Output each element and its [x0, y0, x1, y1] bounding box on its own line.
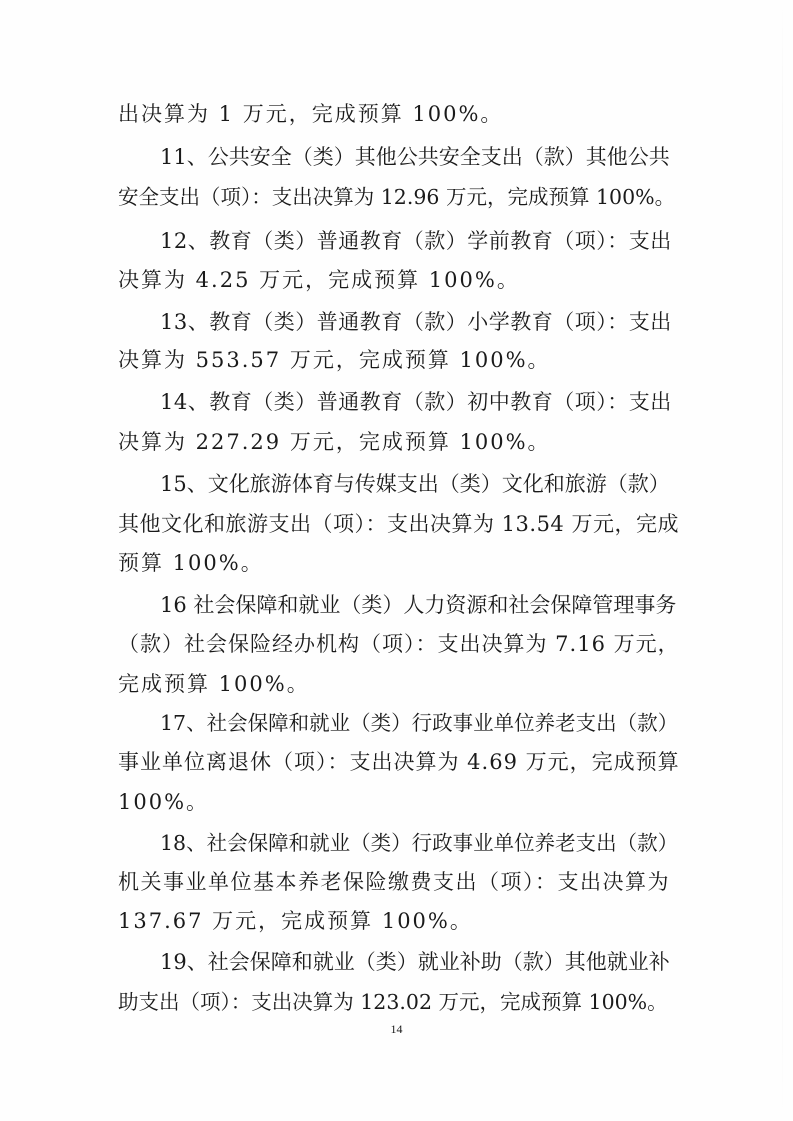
paragraph-13-line-2: 决算为 553.57 万元，完成预算 100%。 — [118, 348, 551, 372]
scan-edge-shadow — [782, 0, 783, 1121]
text-line: 出决算为 1 万元，完成预算 100%。 — [118, 102, 504, 126]
paragraph-16-line-1: 16 社会保障和就业（类）人力资源和社会保障管理事务 — [160, 593, 677, 617]
paragraph-11-line-1: 11、公共安全（类）其他公共安全支出（款）其他公共 — [160, 145, 670, 169]
paragraph-17-line-3: 100%。 — [118, 790, 210, 814]
paragraph-19-line-1: 19、社会保障和就业（类）就业补助（款）其他就业补 — [160, 950, 670, 974]
paragraph-19-line-2: 助支出（项）：支出决算为 123.02 万元，完成预算 100%。 — [118, 990, 668, 1014]
paragraph-14-line-1: 14、教育（类）普通教育（款）初中教育（项）：支出 — [160, 390, 672, 414]
paragraph-17-line-2: 事业单位离退休（项）：支出决算为 4.69 万元，完成预算 — [118, 750, 680, 774]
page-number: 14 — [390, 1022, 403, 1036]
paragraph-18-line-1: 18、社会保障和就业（类）行政事业单位养老支出（款） — [160, 831, 679, 855]
paragraph-18-line-2: 机关事业单位基本养老保险缴费支出（项）：支出决算为 — [118, 870, 670, 894]
paragraph-12-line-2: 决算为 4.25 万元，完成预算 100%。 — [118, 268, 520, 292]
paragraph-18-line-3: 137.67 万元，完成预算 100%。 — [118, 909, 473, 933]
paragraph-13-line-1: 13、教育（类）普通教育（款）小学教育（项）：支出 — [160, 310, 672, 334]
paragraph-14-line-2: 决算为 227.29 万元，完成预算 100%。 — [118, 430, 551, 454]
paragraph-15-line-3: 预算 100%。 — [118, 551, 264, 575]
paragraph-17-line-1: 17、社会保障和就业（类）行政事业单位养老支出（款） — [160, 711, 679, 735]
paragraph-15-line-1: 15、文化旅游体育与传媒支出（类）文化和旅游（款） — [160, 472, 670, 496]
paragraph-16-line-3: 完成预算 100%。 — [118, 672, 310, 696]
paragraph-12-line-1: 12、教育（类）普通教育（款）学前教育（项）：支出 — [160, 229, 672, 253]
paragraph-15-line-2: 其他文化和旅游支出（项）：支出决算为 13.54 万元，完成 — [118, 512, 679, 536]
paragraph-11-line-2: 安全支出（项）：支出决算为 12.96 万元，完成预算 100%。 — [118, 185, 676, 209]
paragraph-16-line-2: （款）社会保险经办机构（项）：支出决算为 7.16 万元， — [118, 632, 680, 656]
